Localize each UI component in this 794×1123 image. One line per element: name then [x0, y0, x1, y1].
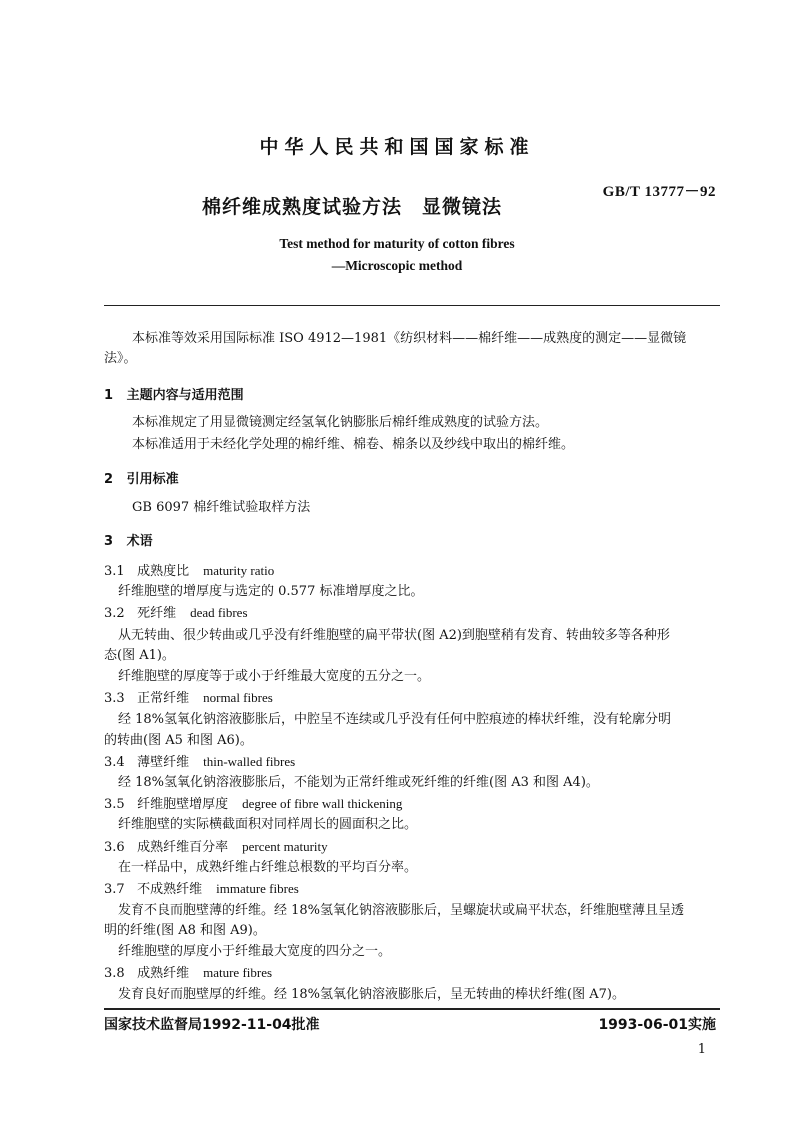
term-3-6-heading	[104, 836, 328, 858]
term-3-6-line-1: 在一样品中，成熟纤维占纤维总根数的平均百分率。	[118, 860, 418, 875]
section-number: 3	[104, 534, 114, 549]
term-3-4-heading	[104, 751, 295, 773]
section-2-heading	[104, 468, 179, 487]
term-cn: 薄壁纤维	[137, 755, 190, 770]
standard-number: GB/T 13777－92	[602, 184, 716, 200]
effective-date: 1993-06-01实施	[598, 1017, 716, 1033]
term-number: 3.3	[104, 691, 125, 706]
term-3-1-line-1: 纤维胞壁的增厚度与选定的 0.577 标准增厚度之比。	[118, 584, 424, 599]
page-number: 1	[697, 1042, 706, 1057]
term-number: 3.5	[104, 797, 125, 812]
term-3-3-heading	[104, 687, 273, 709]
term-3-2-heading	[104, 602, 248, 624]
term-en: percent maturity	[242, 839, 328, 854]
document-title-en-line2: —Microscopic method	[331, 258, 463, 273]
term-number: 3.8	[104, 966, 125, 981]
term-en: normal fibres	[203, 690, 273, 705]
section-number: 2	[104, 472, 114, 487]
term-cn: 不成熟纤维	[137, 882, 203, 897]
term-number: 3.7	[104, 882, 125, 897]
term-3-2-line-2: 态(图 A1)。	[104, 648, 175, 663]
term-number: 3.2	[104, 606, 125, 621]
term-cn: 纤维胞壁增厚度	[137, 797, 229, 812]
term-en: immature fibres	[216, 881, 299, 896]
section-title: 引用标准	[126, 472, 179, 487]
term-3-7-line-3: 纤维胞壁的厚度小于纤维最大宽度的四分之一。	[118, 944, 392, 959]
document-title-cn: 棉纤维成熟度试验方法 显微镜法	[202, 196, 503, 218]
term-en: dead fibres	[190, 605, 248, 620]
term-3-8-heading	[104, 962, 272, 984]
section-1-para-2: 本标准适用于未经化学处理的棉纤维、棉卷、棉条以及纱线中取出的棉纤维。	[132, 437, 575, 452]
term-3-5-line-1: 纤维胞壁的实际横截面积对同样周长的圆面积之比。	[118, 817, 418, 832]
term-3-1-heading	[104, 560, 274, 582]
term-cn: 成熟度比	[137, 564, 190, 579]
term-3-7-heading	[104, 878, 299, 900]
term-number: 3.6	[104, 840, 125, 855]
intro-line-2: 法》。	[104, 351, 137, 366]
term-en: mature fibres	[203, 965, 273, 980]
section-1-para-1: 本标准规定了用显微镜测定经氢氧化钠膨胀后棉纤维成熟度的试验方法。	[132, 415, 549, 430]
term-en: thin-walled fibres	[203, 754, 296, 769]
approval-date: 国家技术监督局1992-11-04批准	[104, 1017, 320, 1033]
term-3-3-line-2: 的转曲(图 A5 和图 A6)。	[104, 733, 253, 748]
term-cn: 死纤维	[137, 606, 177, 621]
section-3-heading	[104, 530, 153, 549]
section-2-para-1: GB 6097 棉纤维试验取样方法	[132, 500, 311, 515]
term-cn: 正常纤维	[137, 691, 190, 706]
term-cn: 成熟纤维百分率	[137, 840, 229, 855]
term-cn: 成熟纤维	[137, 966, 190, 981]
term-en: degree of fibre wall thickening	[242, 796, 403, 811]
national-standard-heading: 中华人民共和国国家标准	[259, 136, 535, 158]
section-1-heading	[104, 384, 244, 403]
footer-divider	[104, 1008, 720, 1010]
section-title: 术语	[126, 534, 153, 549]
term-3-4-line-1: 经 18%氢氧化钠溶液膨胀后，不能划为正常纤维或死纤维的纤维(图 A3 和图 A4)。	[118, 775, 599, 790]
section-title: 主题内容与适用范围	[126, 388, 244, 403]
term-number: 3.4	[104, 755, 125, 770]
intro-line-1: 本标准等效采用国际标准 ISO 4912—1981《纺织材料——棉纤维——成熟度的测定——显微镜	[132, 331, 687, 346]
section-number: 1	[104, 388, 114, 403]
term-3-3-line-1: 经 18%氢氧化钠溶液膨胀后，中腔呈不连续或几乎没有任何中腔痕迹的棒状纤维，没有轮廓分明	[118, 712, 672, 727]
header-divider	[104, 305, 720, 306]
document-title-en-line1: Test method for maturity of cotton fibres	[279, 236, 515, 251]
term-3-8-line-1: 发育良好而胞壁厚的纤维。经 18%氢氧化钠溶液膨胀后，呈无转曲的棒状纤维(图 A7)。	[118, 987, 625, 1002]
term-3-2-line-3: 纤维胞壁的厚度等于或小于纤维最大宽度的五分之一。	[118, 669, 431, 684]
term-number: 3.1	[104, 564, 125, 579]
term-3-7-line-2: 明的纤维(图 A8 和图 A9)。	[104, 923, 266, 938]
term-en: maturity ratio	[203, 563, 275, 578]
term-3-5-heading	[104, 793, 402, 815]
term-3-7-line-1: 发育不良而胞壁薄的纤维。经 18%氢氧化钠溶液膨胀后，呈螺旋状或扁平状态，纤维胞壁薄且呈透	[118, 903, 685, 918]
term-3-2-line-1: 从无转曲、很少转曲或几乎没有纤维胞壁的扁平带状(图 A2)到胞壁稍有发育、转曲较多等各种形	[118, 628, 670, 643]
